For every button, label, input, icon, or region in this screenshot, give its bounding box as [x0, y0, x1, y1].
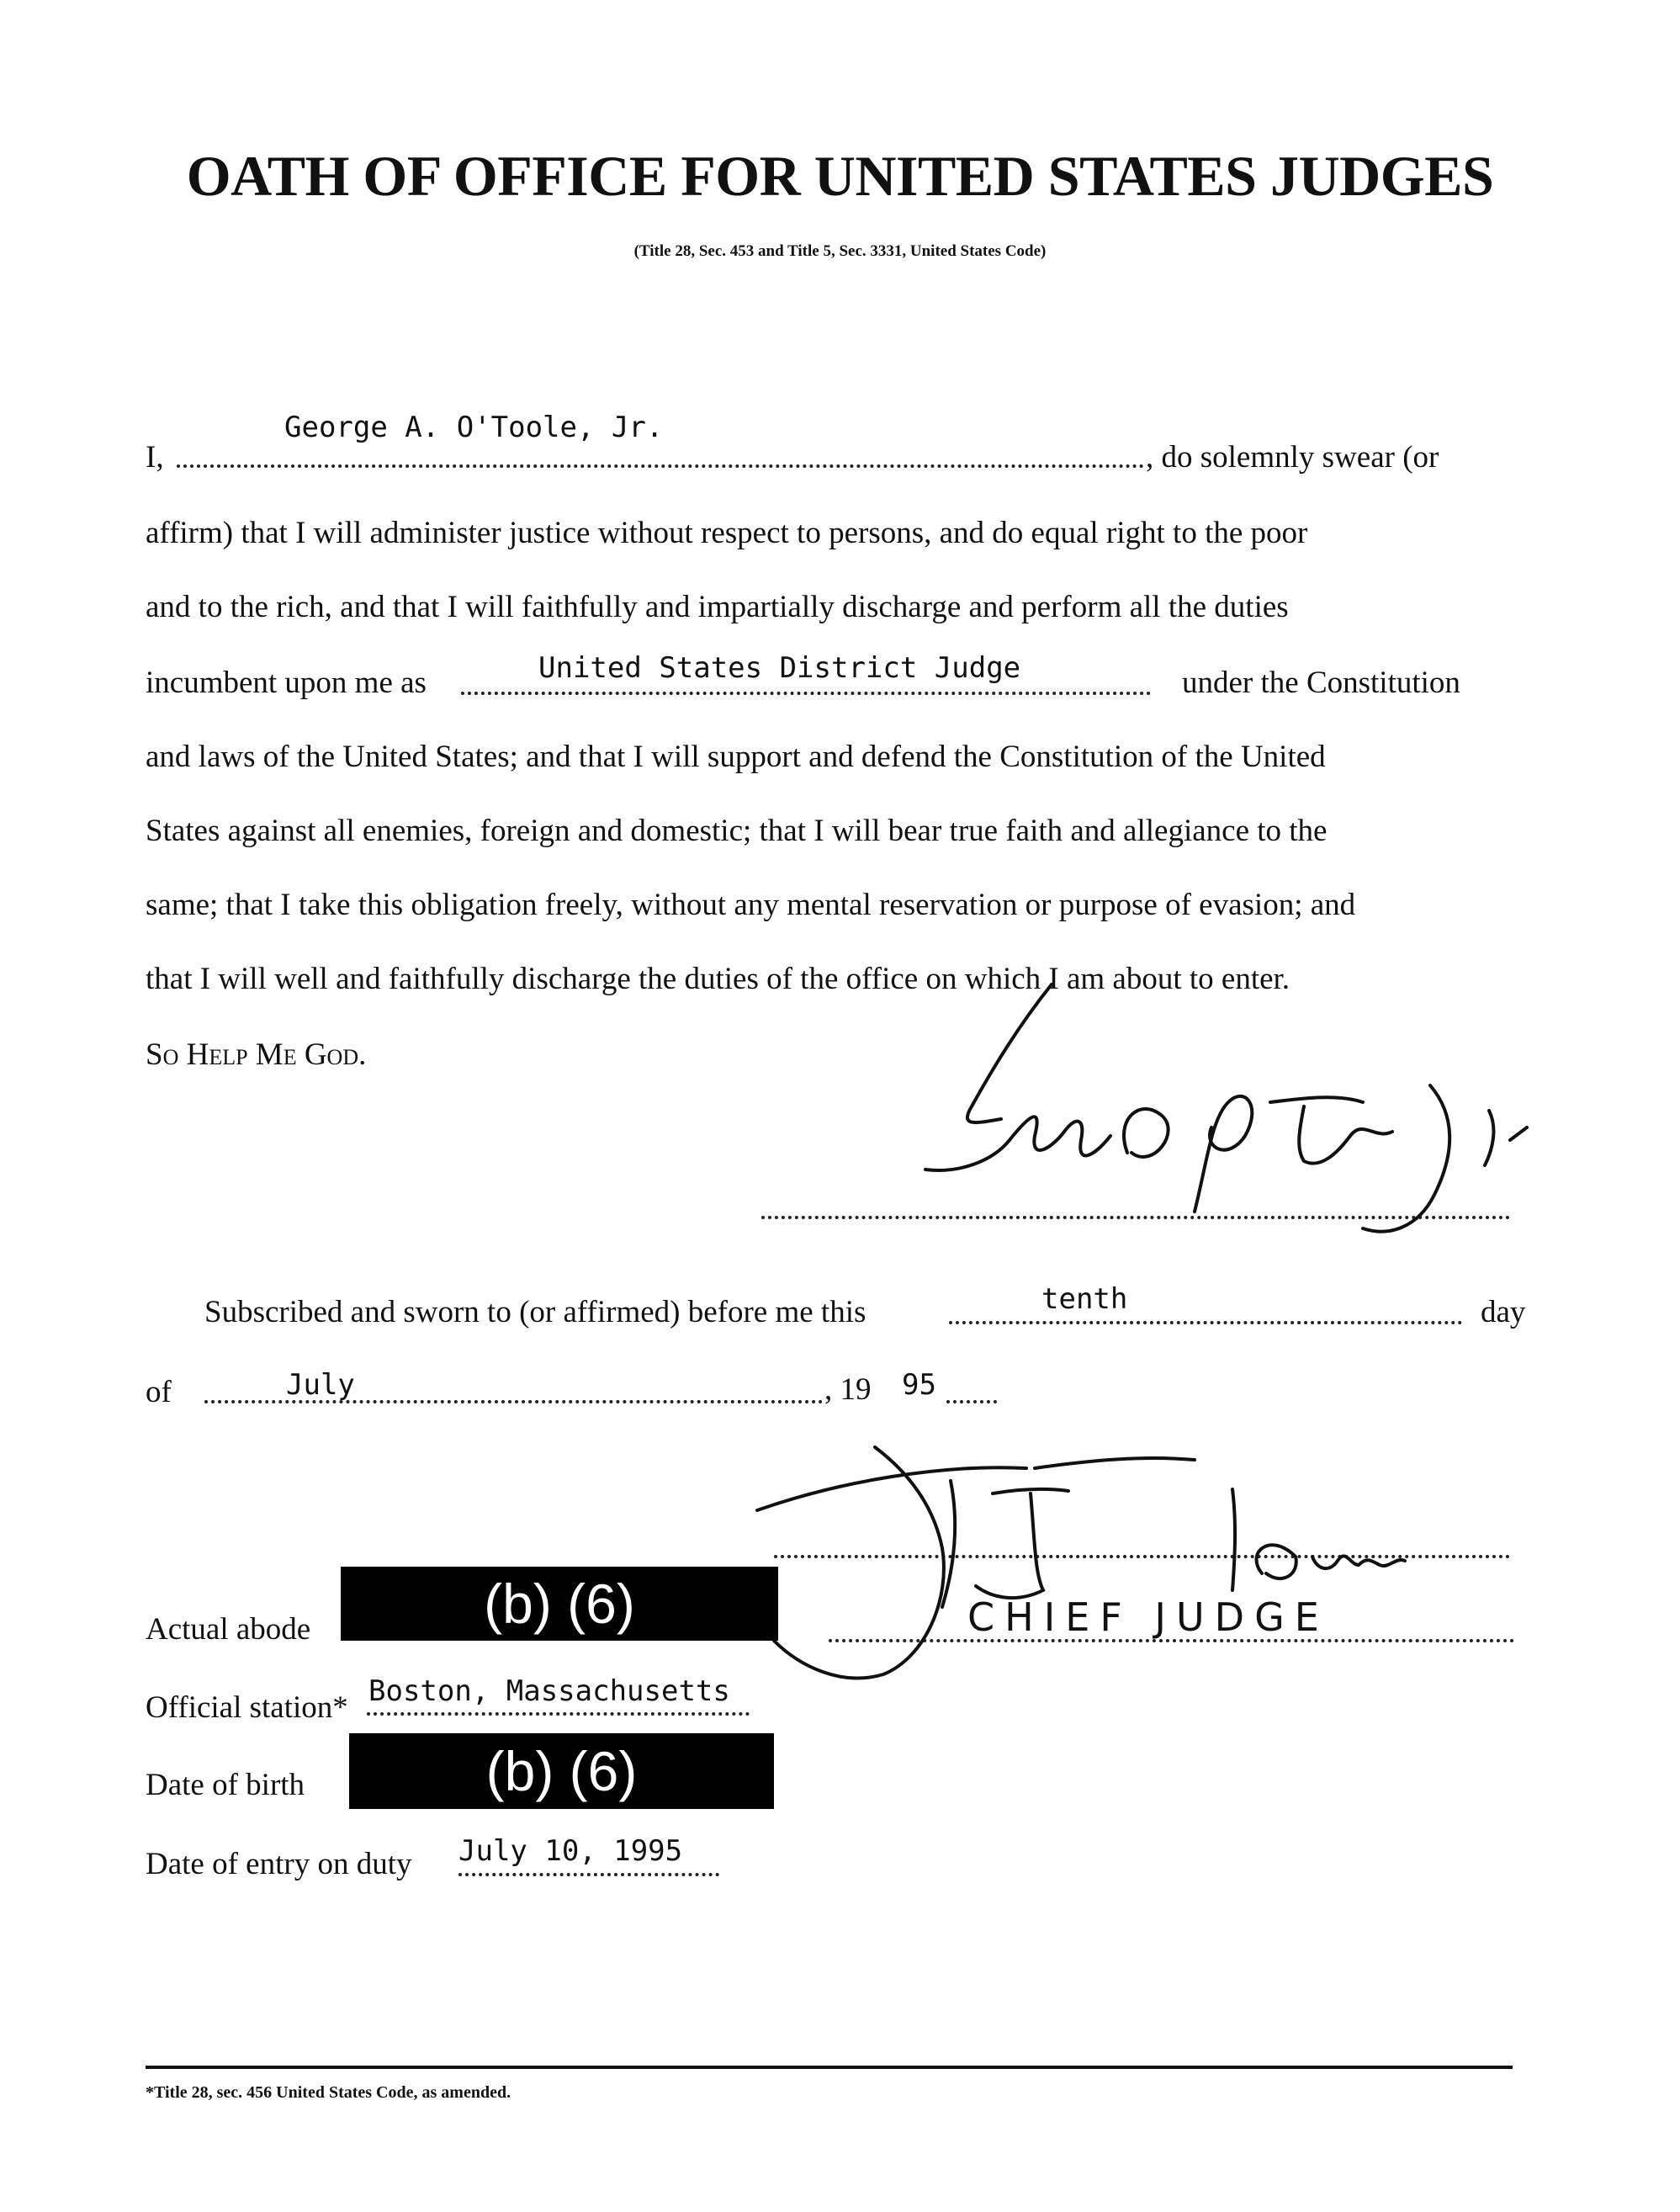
oath-line4-start: incumbent upon me as	[146, 666, 427, 700]
entry-date-label: Date of entry on duty	[146, 1847, 412, 1881]
dob-redaction: (b) (6)	[349, 1733, 774, 1809]
station-field: Boston, Massachusetts	[368, 1674, 730, 1708]
office-field: United States District Judge	[538, 651, 1021, 685]
oath-line-3: and to the rich, and that I will faithfully and impartially discharge and perform all the duties	[146, 590, 1289, 624]
oath-line-8: that I will well and faithfully discharge the duties of the office on which I am about to enter.	[146, 962, 1290, 996]
footnote-rule	[146, 2066, 1513, 2069]
oath-closing: So Help Me God.	[146, 1037, 367, 1072]
document-title: OATH OF OFFICE FOR UNITED STATES JUDGES	[186, 144, 1494, 208]
abode-redaction: (b) (6)	[341, 1567, 778, 1641]
oath-line-7: same; that I take this obligation freely, without any mental reservation or purpose of evasion; and	[146, 888, 1356, 922]
jurat-day-field: tenth	[1041, 1282, 1128, 1316]
entry-date-field: July 10, 1995	[458, 1834, 683, 1868]
officer-signature	[740, 1430, 1514, 1708]
station-dotted-line	[367, 1712, 750, 1716]
entry-date-dotted-line	[458, 1873, 719, 1876]
officer-title-handwritten: CHIEF JUDGE	[967, 1594, 1329, 1640]
oath-pronoun: I,	[146, 440, 164, 475]
jurat-month-field: July	[286, 1368, 355, 1402]
statute-citation: (Title 28, Sec. 453 and Title 5, Sec. 3331, United States Code)	[633, 242, 1047, 260]
office-dotted-line	[461, 692, 1151, 695]
station-label: Official station*	[146, 1690, 348, 1725]
jurat-line1-start: Subscribed and sworn to (or affirmed) before me this	[204, 1295, 866, 1329]
judge-signature	[909, 959, 1565, 1245]
oath-line-6: States against all enemies, foreign and domestic; that I will bear true faith and allegiance to the	[146, 814, 1328, 848]
abode-label: Actual abode	[146, 1612, 311, 1647]
dob-label: Date of birth	[146, 1768, 305, 1802]
oath-line1-end: , do solemnly swear (or	[1146, 440, 1439, 475]
oath-line-2: affirm) that I will administer justice without respect to persons, and do equal right to the poor	[146, 516, 1308, 550]
oath-line4-end: under the Constitution	[1182, 666, 1460, 700]
oath-name-field: George A. O'Toole, Jr.	[284, 411, 664, 444]
jurat-line1-end: day	[1481, 1295, 1526, 1329]
jurat-year-field: 95	[902, 1368, 936, 1402]
day-dotted-line	[949, 1321, 1462, 1324]
oath-line-5: and laws of the United States; and that I will support and defend the Constitution of the United	[146, 740, 1326, 774]
footnote: *Title 28, sec. 456 United States Code, as amended.	[146, 2083, 511, 2102]
jurat-of: of	[146, 1375, 172, 1409]
jurat-year-prefix: , 19	[824, 1372, 872, 1407]
name-dotted-line	[177, 464, 1144, 468]
year-dotted-line	[946, 1400, 997, 1403]
